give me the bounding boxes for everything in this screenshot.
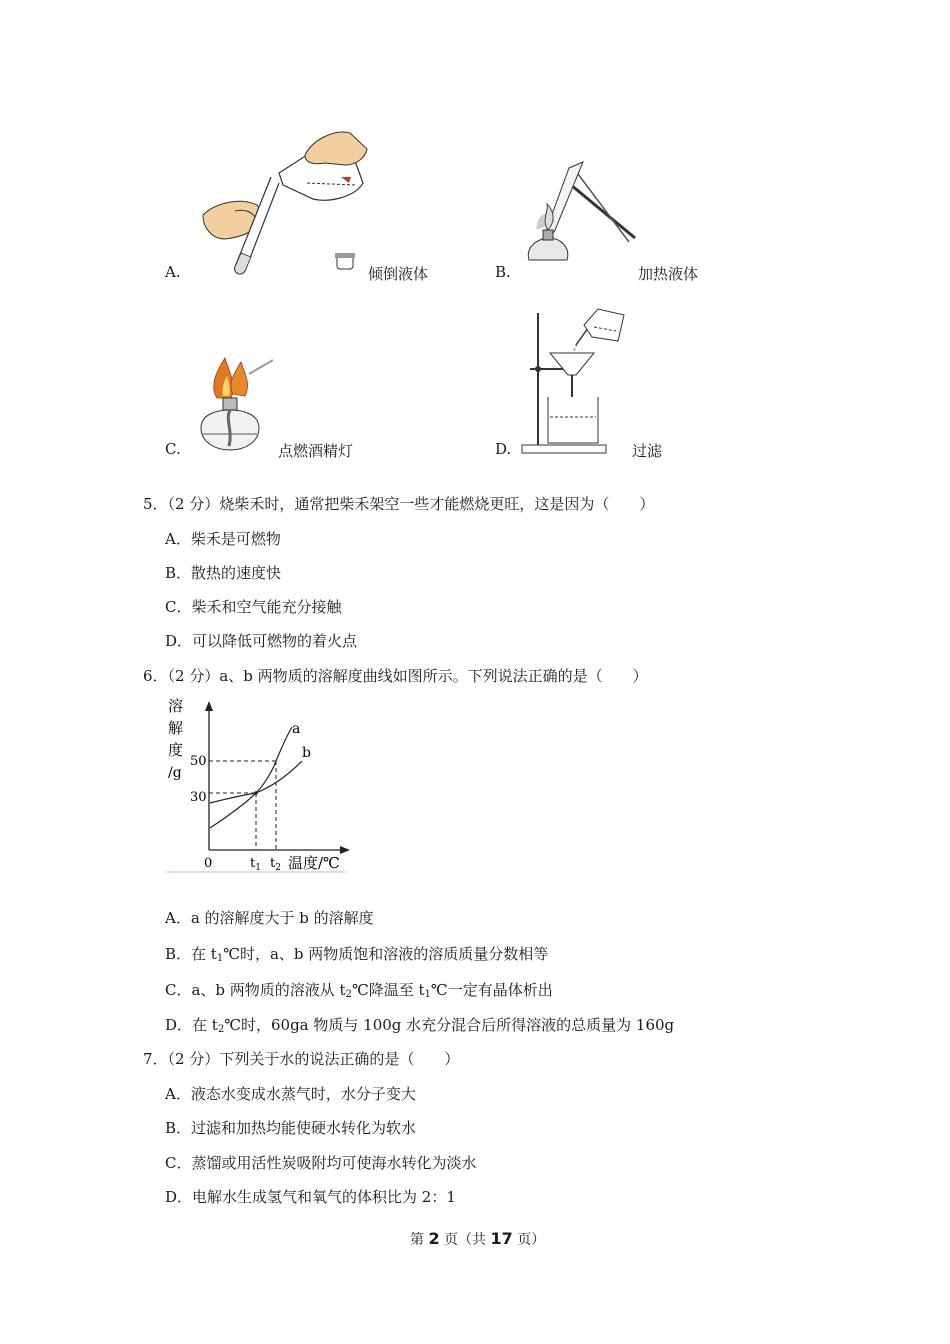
filtration-illustration [520,305,635,457]
lighting-lamp-illustration [195,350,275,458]
pouring-liquid-illustration [195,125,375,280]
q5-option-a: A．柴禾是可燃物 [165,530,281,548]
q7-option-a: A．液态水变成水蒸气时，水分子变大 [165,1085,416,1103]
curve-a-label: a [292,721,301,737]
option-a-caption: 倾倒液体 [368,265,429,283]
intersection-point [254,791,258,795]
y-tick-30: 30 [190,790,207,805]
q7-option-c: C．蒸馏或用活性炭吸附均可使海水转化为淡水 [165,1154,477,1172]
q6-option-a: A．a 的溶解度大于 b 的溶解度 [165,909,374,927]
ylabel-char-1: 溶 [168,697,184,715]
page-footer: 第 2 页（共 17 页） [410,1229,546,1248]
option-b-letter: B. [495,263,511,281]
q7-stem: 7．（2 分）下列关于水的说法正确的是（ ） [143,1050,460,1068]
ylabel-char-2: 解 [168,719,184,737]
ylabel-char-4: /g [168,765,182,781]
option-c-letter: C. [165,440,181,458]
q5-option-d: D．可以降低可燃物的着火点 [165,632,358,650]
x-axis-label: 温度/℃ [288,854,340,872]
y-tick-50: 50 [190,754,207,769]
q6-option-d: D．在 $t_2℃$时，60ga 物质与 100g 水充分混合后所得溶液的总质量为 160g [165,1016,675,1035]
q5-stem: 5．（2 分）烧柴禾时，通常把柴禾架空一些才能燃烧更旺，这是因为（ ） [143,495,655,513]
y-axis-arrow [205,701,213,711]
q6-stem: 6．（2 分）a、b 两物质的溶解度曲线如图所示。下列说法正确的是（ ） [143,667,648,685]
option-c-caption: 点燃酒精灯 [278,442,354,460]
q7-option-d: D．电解水生成氢气和氧气的体积比为 2：1 [165,1188,456,1206]
q6-option-b: B．在 $t_1℃$时，a、b 两物质饱和溶液的溶质质量分数相等 [165,945,549,964]
curve-b-label: b [302,745,311,761]
x-tick-t2: $t_2$ [270,856,281,873]
option-d-caption: 过滤 [632,442,663,460]
q5-option-c: C．柴禾和空气能充分接触 [165,598,342,616]
option-d-letter: D. [495,440,512,458]
x-axis-arrow [340,846,350,854]
origin-label: 0 [204,856,213,871]
x-tick-t1: $t_1$ [250,856,261,873]
option-a-letter: A. [165,263,181,281]
option-b-caption: 加热液体 [638,265,699,283]
heating-liquid-illustration [525,160,640,280]
q7-option-b: B．过滤和加热均能使硬水转化为软水 [165,1119,417,1137]
q6-option-c: C．a、b 两物质的溶液从 $t_2℃$降温至 $t_1℃$一定有晶体析出 [165,981,553,1000]
curve-a [210,727,292,828]
solubility-chart [160,695,360,875]
q5-option-b: B．散热的速度快 [165,564,282,582]
ylabel-char-3: 度 [168,741,184,759]
